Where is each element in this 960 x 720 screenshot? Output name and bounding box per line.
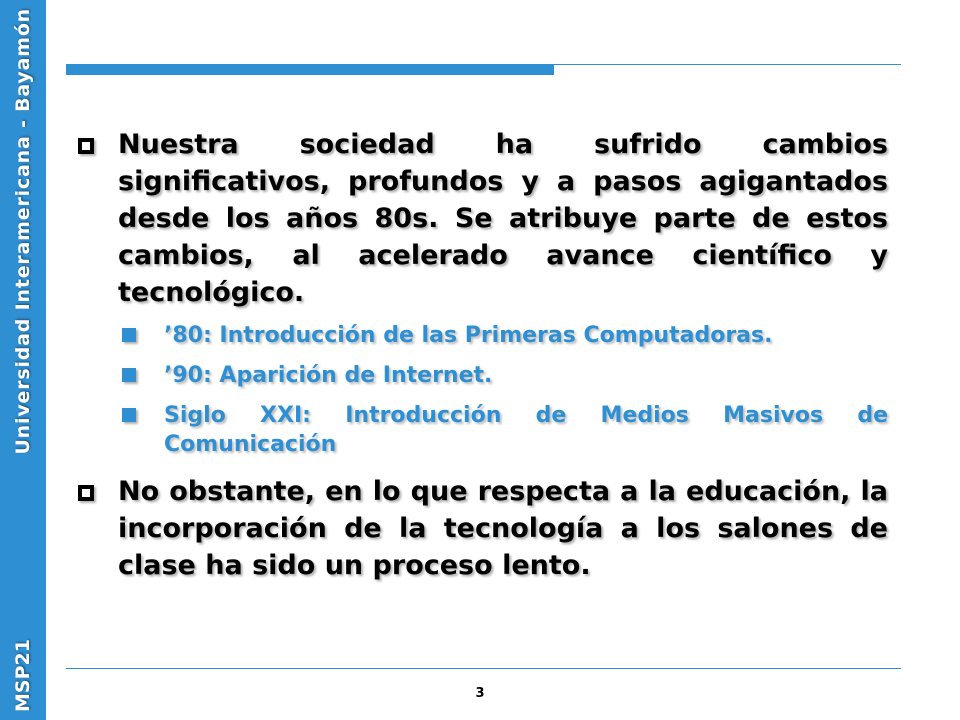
filled-square-bullet-icon bbox=[122, 328, 136, 342]
sub-bullet-text: Siglo XXI: Introducción de Medios Masivos de Comunicación bbox=[164, 403, 888, 457]
sub-bullet-item bbox=[72, 361, 888, 390]
slide-content bbox=[72, 126, 888, 584]
course-code: MSP21 bbox=[12, 639, 34, 712]
institution-name: Universidad Interamericana - Bayamón bbox=[12, 8, 34, 455]
bottom-divider-line bbox=[66, 668, 901, 669]
filled-square-bullet-icon bbox=[122, 368, 136, 382]
sub-bullet-item bbox=[72, 321, 888, 350]
hollow-square-bullet-icon bbox=[78, 485, 94, 501]
page-number: 3 bbox=[475, 686, 485, 701]
bullet-item bbox=[72, 126, 888, 311]
hollow-square-bullet-icon bbox=[78, 138, 94, 154]
sub-bullet-item bbox=[72, 401, 888, 459]
side-banner bbox=[0, 0, 46, 720]
sub-bullet-text: ’90: Aparición de Internet. bbox=[164, 363, 493, 388]
bullet-text: No obstante, en lo que respecta a la educación, la incorporación de la tecnología a los salones de clase ha sido un proceso lento. bbox=[118, 476, 888, 581]
sub-bullet-text: ’80: Introducción de las Primeras Computadoras. bbox=[164, 323, 773, 348]
bullet-text: Nuestra sociedad ha sufrido cambios significativos, profundos y a pasos agigantados desde los años 80s. Se atribuye parte de estos cambios, al acelerado avance científico y tecnológico. bbox=[118, 129, 888, 308]
side-banner-text bbox=[3, 0, 43, 720]
top-accent-bar bbox=[66, 64, 554, 75]
bullet-item bbox=[72, 473, 888, 584]
sub-bullet-list bbox=[72, 321, 888, 459]
filled-square-bullet-icon bbox=[122, 408, 136, 422]
